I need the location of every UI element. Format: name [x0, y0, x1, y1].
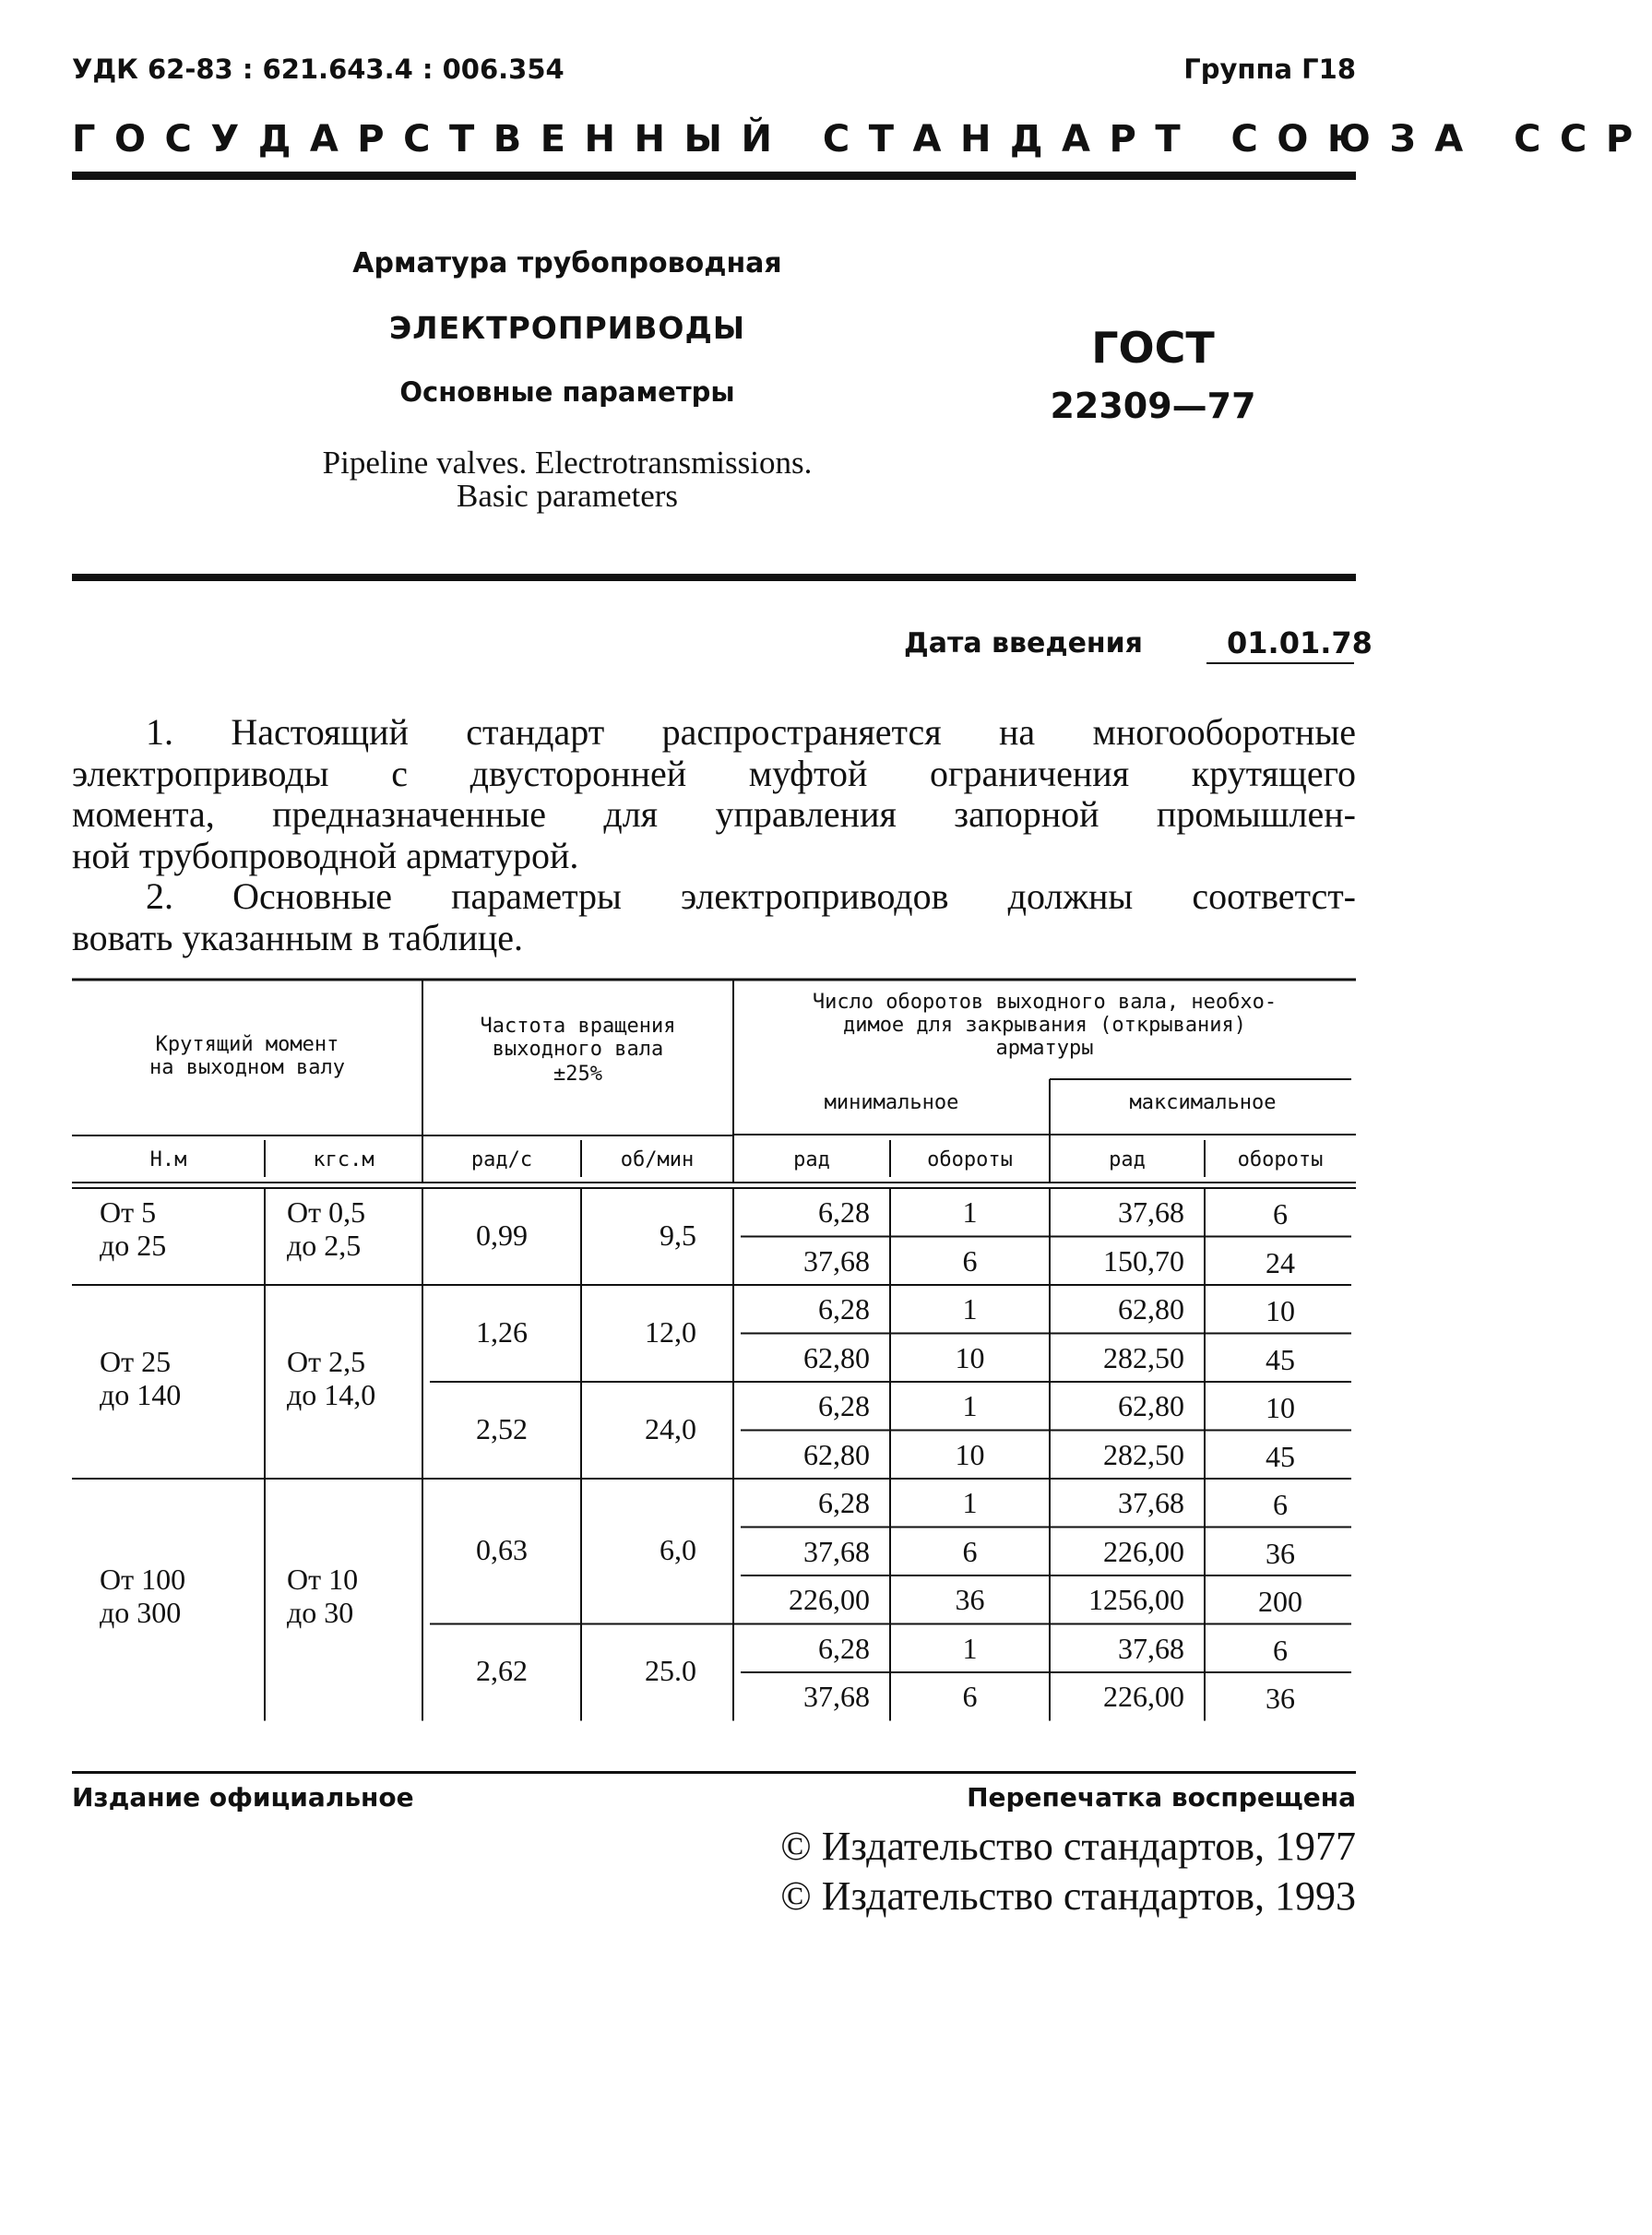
turns-min: 10	[955, 1340, 985, 1374]
header-unit: Н.м	[149, 1148, 187, 1171]
rad-max: 226,00	[1103, 1680, 1184, 1713]
turns-min: 1	[962, 1486, 978, 1519]
introduction-date-label: Дата введения	[904, 627, 1143, 660]
torque-kgsm: От 2,5	[287, 1345, 366, 1378]
header-unit: рад	[793, 1148, 830, 1171]
turns-max: 6	[1273, 1488, 1288, 1521]
rad-max: 282,50	[1103, 1437, 1184, 1471]
paragraph-2-line: вовать указанным в таблице.	[72, 916, 524, 958]
turns-min: 36	[955, 1583, 985, 1616]
official-edition-label: Издание официальное	[72, 1782, 414, 1813]
udk-code: УДК 62-83 : 621.643.4 : 006.354	[72, 53, 565, 85]
rad-min: 37,68	[803, 1243, 870, 1278]
rad-min: 6,28	[818, 1631, 870, 1665]
header-turns: арматуры	[995, 1037, 1094, 1060]
header-turns: димое для закрывания (открывания)	[842, 1014, 1247, 1037]
footer-rule	[72, 1771, 1356, 1774]
document-title: ЭЛЕКТРОПРИВОДЫ	[388, 310, 746, 346]
header-unit: рад/с	[470, 1148, 533, 1171]
paragraph-1-line: момента, предназначенные для управления запорной промышлен-	[72, 793, 1356, 835]
rad-max: 62,80	[1118, 1292, 1184, 1326]
speed-rpm: 12,0	[645, 1314, 696, 1349]
header-unit: кгс.м	[313, 1148, 374, 1171]
rad-min: 62,80	[803, 1340, 870, 1374]
header-maximum: максимальное	[1129, 1091, 1277, 1114]
header-torque: Крутящий момент	[155, 1033, 339, 1056]
header-minimum: минимальное	[824, 1091, 959, 1114]
rad-max: 226,00	[1103, 1534, 1184, 1568]
torque-nm: до 140	[100, 1378, 182, 1411]
rad-max: 62,80	[1118, 1389, 1184, 1422]
torque-nm: до 300	[100, 1596, 182, 1630]
torque-kgsm: до 2,5	[287, 1229, 362, 1262]
paragraph-1-line: электроприводы с двусторонней муфтой ограничения крутящего	[72, 752, 1356, 794]
speed-rads: 1,26	[476, 1314, 528, 1349]
organization-banner: ГОСУДАРСТВЕННЫЙ СТАНДАРТ СОЮЗА ССР	[72, 118, 1652, 160]
rad-max: 150,70	[1103, 1243, 1184, 1278]
turns-max: 10	[1266, 1294, 1295, 1327]
torque-nm: От 100	[100, 1563, 186, 1597]
group-code: Группа Г18	[1183, 53, 1356, 85]
torque-kgsm: до 30	[287, 1596, 354, 1630]
speed-rads: 0,63	[476, 1532, 528, 1566]
header-unit: рад	[1109, 1148, 1146, 1171]
gost-label: ГОСТ	[1091, 323, 1215, 373]
english-title-line-2: Basic parameters	[456, 478, 679, 514]
document-subtitle: Основные параметры	[399, 376, 735, 408]
copyright-1977: © Издательство стандартов, 1977	[780, 1824, 1356, 1869]
turns-max: 45	[1266, 1439, 1295, 1473]
turns-min: 6	[962, 1243, 978, 1278]
turns-max: 36	[1266, 1682, 1295, 1715]
rad-min: 6,28	[818, 1292, 870, 1326]
gost-number: 22309—77	[1050, 386, 1256, 426]
turns-min: 1	[962, 1631, 978, 1665]
rad-min: 226,00	[789, 1583, 870, 1616]
torque-nm: до 25	[100, 1229, 167, 1262]
rad-min: 37,68	[803, 1534, 870, 1568]
turns-min: 1	[962, 1292, 978, 1326]
header-frequency-tolerance: ±25%	[553, 1063, 602, 1086]
torque-kgsm: От 10	[287, 1563, 359, 1597]
turns-min: 6	[962, 1534, 978, 1568]
header-frequency: Частота вращения	[480, 1015, 676, 1038]
rad-min: 62,80	[803, 1437, 870, 1471]
torque-kgsm: до 14,0	[287, 1378, 376, 1411]
speed-rads: 2,62	[476, 1654, 528, 1687]
paragraph-1-line: 1. Настоящий стандарт распространяется на многооборотные	[146, 711, 1356, 753]
torque-nm: От 5	[100, 1195, 157, 1229]
reprint-prohibited-label: Перепечатка воспрещена	[967, 1782, 1356, 1813]
turns-max: 10	[1266, 1391, 1295, 1424]
paragraph-1-line: ной трубопроводной арматурой.	[72, 834, 579, 876]
turns-min: 1	[962, 1389, 978, 1422]
speed-rads: 2,52	[476, 1411, 528, 1445]
turns-min: 6	[962, 1680, 978, 1713]
header-unit: обороты	[927, 1148, 1013, 1171]
turns-max: 24	[1266, 1245, 1295, 1279]
header-turns: Число оборотов выходного вала, необхо-	[812, 991, 1278, 1014]
rad-min: 6,28	[818, 1486, 870, 1519]
turns-max: 45	[1266, 1342, 1295, 1376]
turns-max: 200	[1258, 1585, 1302, 1618]
copyright-1993: © Издательство стандартов, 1993	[780, 1873, 1356, 1919]
torque-kgsm: От 0,5	[287, 1195, 366, 1229]
turns-max: 6	[1273, 1633, 1288, 1667]
speed-rpm: 9,5	[660, 1218, 696, 1252]
header-frequency: выходного вала	[492, 1038, 664, 1061]
speed-rpm: 24,0	[645, 1411, 696, 1445]
turns-min: 1	[962, 1195, 978, 1229]
rad-max: 1256,00	[1088, 1583, 1184, 1616]
turns-max: 6	[1273, 1197, 1288, 1230]
rad-min: 37,68	[803, 1680, 870, 1713]
torque-nm: От 25	[100, 1345, 172, 1378]
header-unit: обороты	[1237, 1148, 1324, 1171]
product-category: Арматура трубопроводная	[352, 247, 782, 279]
turns-max: 36	[1266, 1536, 1295, 1570]
rad-max: 282,50	[1103, 1340, 1184, 1374]
rad-max: 37,68	[1118, 1631, 1184, 1665]
paragraph-2-line: 2. Основные параметры электроприводов должны соответст-	[146, 875, 1356, 917]
speed-rpm: 25.0	[645, 1654, 696, 1687]
turns-min: 10	[955, 1437, 985, 1471]
rad-min: 6,28	[818, 1389, 870, 1422]
rad-max: 37,68	[1118, 1486, 1184, 1519]
speed-rpm: 6,0	[660, 1532, 696, 1566]
introduction-date-value: 01.01.78	[1227, 625, 1373, 660]
rad-max: 37,68	[1118, 1195, 1184, 1229]
english-title-line-1: Pipeline valves. Electrotransmissions.	[322, 445, 813, 481]
header-unit: об/мин	[620, 1148, 695, 1171]
speed-rads: 0,99	[476, 1218, 528, 1252]
header-torque: на выходном валу	[149, 1056, 345, 1079]
rad-min: 6,28	[818, 1195, 870, 1229]
